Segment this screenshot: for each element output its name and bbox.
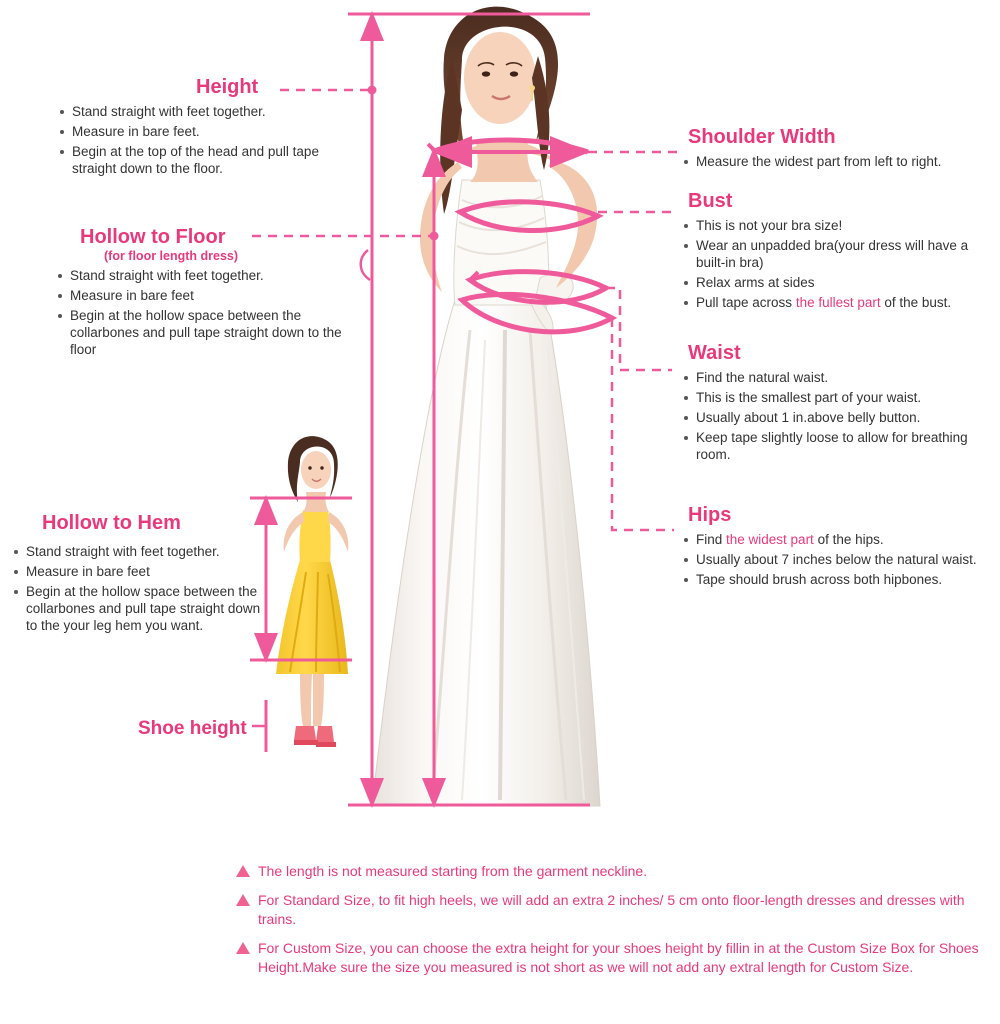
bride-figure — [372, 7, 600, 806]
section-height-title: Height — [196, 76, 259, 98]
list-item: Stand straight with feet together. — [58, 103, 358, 120]
list-item: This is the smallest part of your waist. — [682, 389, 988, 406]
list-item: Relax arms at sides — [682, 274, 998, 291]
section-bust — [688, 190, 998, 314]
section-hips — [688, 504, 988, 591]
section-hollow-to-hem-title: Hollow to Hem — [42, 512, 181, 534]
section-waist-list — [682, 369, 988, 463]
section-hips-title: Hips — [688, 504, 732, 526]
warning-triangle-icon — [236, 942, 250, 954]
note-item — [232, 939, 992, 977]
note-item — [232, 862, 992, 881]
note-item — [232, 891, 992, 929]
section-shoulder-width-title: Shoulder Width — [688, 126, 836, 148]
note-text: The length is not measured starting from the garment neckline. — [258, 863, 648, 879]
warning-triangle-icon — [236, 865, 250, 877]
section-hollow-to-floor — [42, 226, 354, 361]
list-item: Find the natural waist. — [682, 369, 988, 386]
list-item: Begin at the top of the head and pull tape straight down to the floor. — [58, 143, 358, 177]
section-shoulder-width-list — [682, 153, 994, 170]
list-item: Usually about 7 inches below the natural waist. — [682, 551, 988, 568]
warning-triangle-icon — [236, 894, 250, 906]
list-item: This is not your bra size! — [682, 217, 998, 234]
section-hollow-to-hem-list — [12, 543, 264, 634]
section-height-list — [58, 103, 358, 177]
section-waist-title: Waist — [688, 342, 741, 364]
section-hollow-to-floor-title: Hollow to Floor — [80, 226, 226, 248]
note-text: For Custom Size, you can choose the extra height for your shoes height by fillin in at the Custom Size Box for Shoes Height.Make sure the size you measured is not short as we will not add any extral length for Custom Size. — [258, 940, 979, 975]
list-item: Keep tape slightly loose to allow for breathing room. — [682, 429, 988, 463]
section-height — [58, 76, 358, 180]
short-dress-figure — [276, 436, 348, 747]
footer-notes — [232, 862, 992, 987]
highlight-widest-part: the widest part — [726, 532, 814, 547]
list-item-hips-widest: Find the widest part of the hips. — [682, 531, 988, 548]
section-hollow-to-hem — [12, 512, 264, 637]
section-shoulder-width — [688, 126, 994, 173]
section-waist — [688, 342, 988, 466]
list-item: Begin at the hollow space between the collarbones and pull tape straight down to the floor — [56, 307, 354, 358]
list-item: Stand straight with feet together. — [12, 543, 264, 560]
list-item: Stand straight with feet together. — [56, 267, 354, 284]
highlight-fullest-part: the fullest part — [795, 295, 881, 310]
section-hollow-to-floor-subtitle: (for floor length dress) — [104, 249, 239, 263]
section-bust-list — [682, 217, 998, 311]
list-item: Begin at the hollow space between the collarbones and pull tape straight down to the your leg hem you want. — [12, 583, 264, 634]
list-item: Measure in bare feet — [56, 287, 354, 304]
list-item: Tape should brush across both hipbones. — [682, 571, 988, 588]
shoe-height-label: Shoe height — [138, 718, 247, 739]
section-hips-list — [682, 531, 988, 588]
list-item: Measure in bare feet. — [58, 123, 358, 140]
list-item-bust-fullest: Pull tape across the fullest part of the bust. — [682, 294, 998, 311]
list-item: Measure in bare feet — [12, 563, 264, 580]
section-bust-title: Bust — [688, 190, 733, 212]
list-item: Usually about 1 in.above belly button. — [682, 409, 988, 426]
section-hollow-to-floor-list — [56, 267, 354, 358]
list-item: Wear an unpadded bra(your dress will have a built-in bra) — [682, 237, 998, 271]
note-text: For Standard Size, to fit high heels, we will add an extra 2 inches/ 5 cm onto floor-length dresses and dresses with trains. — [258, 892, 965, 927]
list-item: Measure the widest part from left to right. — [682, 153, 994, 170]
